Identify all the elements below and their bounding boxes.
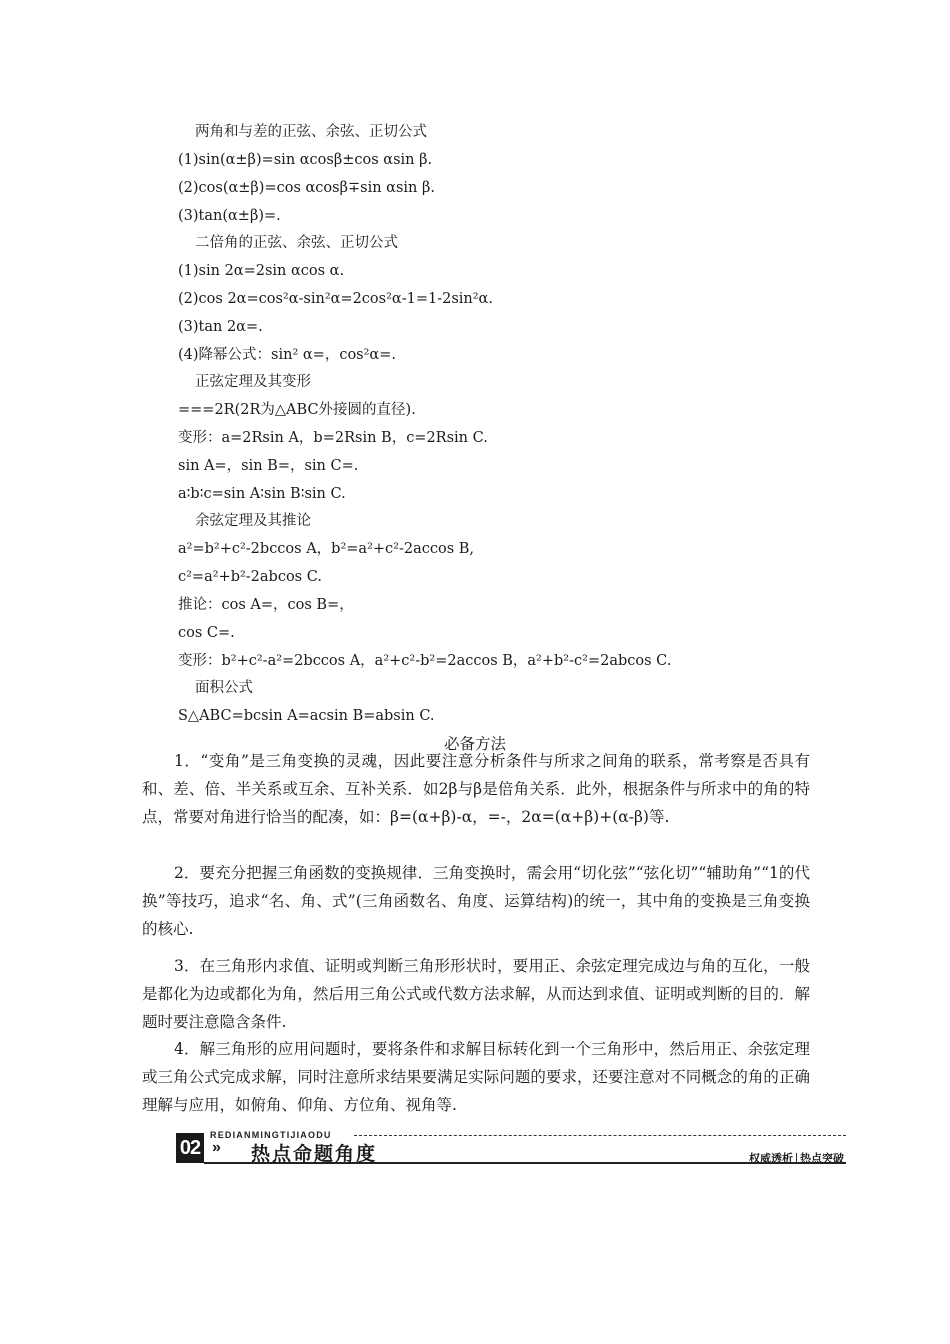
- formula-line: 推论：cos A=，cos B=，: [178, 597, 354, 613]
- formula-line: (1)sin(α±β)=sin αcosβ±cos αsin β.: [178, 152, 433, 168]
- formula-line: sin A=，sin B=，sin C=.: [178, 458, 359, 474]
- banner-tag-right: 热点突破: [800, 1153, 844, 1165]
- chevron-icon: »: [212, 1139, 221, 1156]
- formula-line: S△ABC=bcsin A=acsin B=absin C.: [178, 708, 435, 724]
- formula-line: (4)降幂公式：sin² α=，cos²α=.: [178, 347, 396, 363]
- section-heading-area: 面积公式: [195, 680, 253, 696]
- banner-pinyin: REDIANMINGTIJIAODU: [210, 1130, 332, 1140]
- formula-line: 变形：b²+c²-a²=2bccos A，a²+c²-b²=2accos B，a²+b²-c²=2abcos C.: [178, 653, 672, 669]
- formula-line: cos C=.: [178, 625, 235, 641]
- formula-line: (2)cos(α±β)=cos αcosβ∓sin αsin β.: [178, 180, 435, 196]
- formula-line: (3)tan 2α=.: [178, 319, 263, 335]
- section-heading-sine-law: 正弦定理及其变形: [195, 374, 311, 390]
- banner-title: 热点命题角度: [251, 1144, 378, 1165]
- section-number: 02: [176, 1133, 204, 1163]
- methods-title: 必备方法: [443, 735, 506, 753]
- formula-line: 变形：a=2Rsin A，b=2Rsin B，c=2Rsin C.: [178, 430, 488, 446]
- formula-line: (2)cos 2α=cos²α-sin²α=2cos²α-1=1-2sin²α.: [178, 291, 493, 307]
- formula-line: c²=a²+b²-2abcos C.: [178, 569, 322, 585]
- formula-line: (3)tan(α±β)=.: [178, 208, 281, 224]
- banner-bottom-rule: [204, 1162, 846, 1164]
- method-paragraph-2: 2．要充分把握三角函数的变换规律．三角变换时，需会用“切化弦”“弦化切”“辅助角”“1的代换”等技巧，追求“名、角、式”(三角函数名、角度、运算结构)的统一，其中角的变换是三角变换的核心.: [142, 864, 810, 938]
- section-banner: [176, 1130, 846, 1170]
- formula-line: (1)sin 2α=2sin αcos α.: [178, 263, 345, 279]
- formula-line: a∶b∶c=sin A∶sin B∶sin C.: [178, 486, 346, 502]
- section-heading-double-angle: 二倍角的正弦、余弦、正切公式: [195, 235, 398, 251]
- formula-line: ===2R(2R为△ABC外接圆的直径).: [178, 402, 416, 418]
- section-heading-sum-diff: 两角和与差的正弦、余弦、正切公式: [195, 124, 427, 140]
- formula-line: a²=b²+c²-2bccos A，b²=a²+c²-2accos B,: [178, 541, 475, 557]
- method-paragraph-1: 1．“变角”是三角变换的灵魂，因此要注意分析条件与所求之间角的联系，常考察是否具有和、差、倍、半关系或互余、互补关系．如2β与β是倍角关系．此外，根据条件与所求中的角的特点，常要对角进行恰当的配凑，如：β=(α+β)-α，=-，2α=(α+β)+(α-β)等.: [142, 752, 810, 826]
- method-paragraph-4: 4．解三角形的应用问题时，要将条件和求解目标转化到一个三角形中，然后用正、余弦定理或三角公式完成求解，同时注意所求结果要满足实际问题的要求，还要注意对不同概念的角的正确理解与应用，如俯角、仰角、方位角、视角等.: [142, 1040, 810, 1114]
- banner-tag-left: 权威透析: [749, 1153, 793, 1165]
- banner-dashed-rule: [354, 1135, 846, 1136]
- method-paragraph-3: 3．在三角形内求值、证明或判断三角形形状时，要用正、余弦定理完成边与角的互化，一般是都化为边或都化为角，然后用三角公式或代数方法求解，从而达到求值、证明或判断的目的．解题时要注意隐含条件.: [142, 957, 810, 1031]
- section-heading-cosine-law: 余弦定理及其推论: [195, 513, 311, 529]
